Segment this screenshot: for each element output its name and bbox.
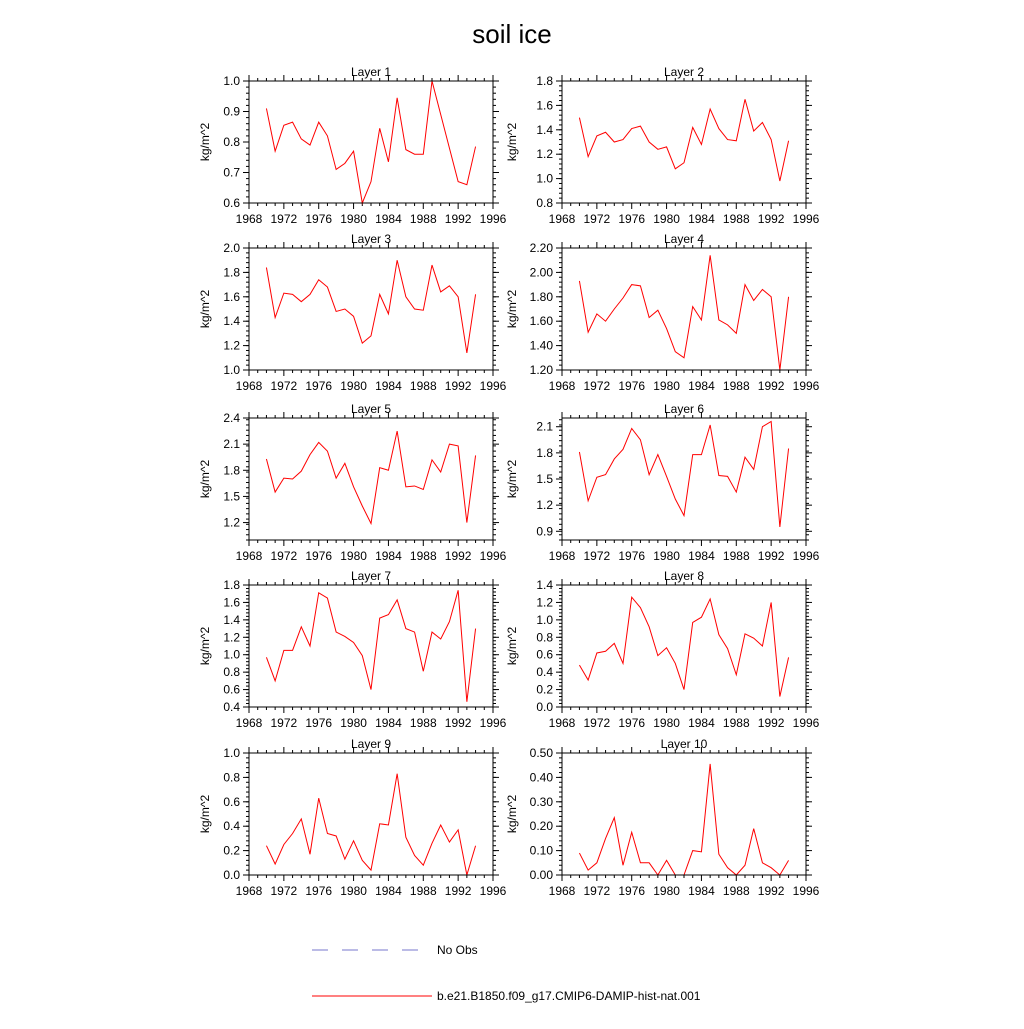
panel-7-series-line — [266, 590, 475, 702]
panel-9 — [198, 737, 507, 898]
panel-7-title: Layer 7 — [350, 569, 392, 583]
panel-2-x-tick-label: 1996 — [792, 212, 820, 226]
panel-7-y-tick-label: 1.4 — [223, 612, 240, 627]
panel-2-title: Layer 2 — [663, 65, 705, 79]
panel-3-x-tick-label: 1992 — [444, 379, 472, 393]
panel-5-y-axis-label: kg/m^2 — [198, 459, 212, 499]
panel-4-y-axis-label: kg/m^2 — [505, 289, 519, 329]
panel-10-y-tick-label: 0.10 — [529, 843, 553, 858]
panel-1-y-tick-label: 0.8 — [223, 135, 240, 149]
panel-3-x-tick-label: 1984 — [375, 379, 402, 393]
panel-6 — [505, 402, 820, 563]
panel-1-frame — [249, 81, 493, 203]
panel-2-y-tick-label: 1.2 — [536, 147, 553, 162]
panel-7-y-tick-label: 0.6 — [223, 682, 240, 697]
panel-8-y-tick-label: 1.4 — [536, 578, 553, 592]
panel-5-x-tick-label: 1972 — [270, 549, 298, 563]
figure-title: soil ice — [472, 19, 552, 49]
panel-8-y-tick-label: 0.2 — [536, 682, 553, 697]
panel-3 — [198, 232, 507, 393]
panel-3-x-tick-label: 1980 — [340, 379, 367, 393]
panel-6-y-tick-label: 1.5 — [536, 472, 553, 486]
panel-8-x-tick-label: 1972 — [583, 716, 611, 730]
panel-8-x-tick-label: 1992 — [757, 716, 785, 730]
panel-6-y-tick-label: 1.2 — [536, 498, 553, 513]
panel-3-y-tick-label: 1.8 — [223, 265, 240, 280]
panel-1-y-axis-label: kg/m^2 — [198, 122, 212, 162]
panel-6-x-tick-label: 1972 — [583, 549, 611, 563]
panel-2-y-tick-label: 1.4 — [536, 122, 553, 137]
panel-4-y-tick-label: 1.40 — [529, 338, 553, 353]
panel-4-y-tick-label: 1.60 — [529, 314, 553, 329]
panel-1 — [198, 65, 507, 226]
panel-9-frame — [249, 753, 493, 875]
panel-10-x-tick-label: 1988 — [722, 884, 750, 898]
panel-9-x-tick-label: 1988 — [409, 884, 437, 898]
panel-2-x-tick-label: 1988 — [722, 212, 750, 226]
panel-9-title: Layer 9 — [350, 737, 392, 751]
panel-6-y-axis-label: kg/m^2 — [505, 459, 519, 499]
panel-7-x-tick-label: 1992 — [444, 716, 472, 730]
panel-8-x-tick-label: 1968 — [548, 716, 576, 730]
panel-2-y-tick-label: 1.6 — [536, 98, 553, 113]
legend — [312, 943, 701, 1003]
panel-9-series-line — [266, 774, 475, 875]
panel-7-x-tick-label: 1972 — [270, 716, 298, 730]
panel-5-x-tick-label: 1988 — [409, 549, 437, 563]
panel-4-x-tick-label: 1972 — [583, 379, 611, 393]
panel-2-frame — [562, 81, 806, 203]
panel-2-x-tick-label: 1984 — [688, 212, 715, 226]
panel-6-series-line — [579, 421, 788, 526]
panel-3-x-tick-label: 1968 — [235, 379, 263, 393]
panel-9-y-tick-label: 1.0 — [223, 746, 240, 760]
panel-2-x-tick-label: 1968 — [548, 212, 576, 226]
panel-8-x-tick-label: 1988 — [722, 716, 750, 730]
panel-9-x-tick-label: 1984 — [375, 884, 402, 898]
panel-5-y-tick-label: 1.5 — [223, 489, 240, 504]
panel-5-x-tick-label: 1968 — [235, 549, 263, 563]
panel-2-y-tick-label: 1.0 — [536, 171, 553, 186]
panel-10-x-tick-label: 1992 — [757, 884, 785, 898]
legend-label-model: b.e21.B1850.f09_g17.CMIP6-DAMIP-hist-nat.001 — [437, 989, 701, 1003]
panel-7-y-tick-label: 1.8 — [223, 578, 240, 592]
panel-10 — [505, 737, 820, 898]
panel-10-y-tick-label: 0.00 — [529, 868, 553, 882]
panel-3-title: Layer 3 — [350, 232, 392, 246]
panel-2-x-tick-label: 1992 — [757, 212, 785, 226]
panel-10-x-tick-label: 1984 — [688, 884, 715, 898]
panel-6-y-tick-label: 2.1 — [536, 419, 553, 434]
panel-5-series-line — [266, 431, 475, 523]
panel-10-x-tick-label: 1980 — [653, 884, 680, 898]
panel-9-y-tick-label: 0.2 — [223, 843, 240, 858]
panel-5-x-tick-label: 1976 — [305, 549, 333, 563]
panel-3-y-tick-label: 2.0 — [223, 241, 240, 255]
panel-4-title: Layer 4 — [663, 232, 705, 246]
panel-7 — [198, 569, 507, 730]
panel-6-x-tick-label: 1992 — [757, 549, 785, 563]
panel-2-x-tick-label: 1976 — [618, 212, 646, 226]
panel-2-y-tick-label: 1.8 — [536, 74, 553, 88]
panel-5-y-tick-label: 1.2 — [223, 515, 240, 530]
panel-10-x-tick-label: 1976 — [618, 884, 646, 898]
panel-1-x-tick-label: 1996 — [479, 212, 507, 226]
panel-3-x-tick-label: 1988 — [409, 379, 437, 393]
panel-10-series-line — [579, 764, 788, 875]
panel-9-x-tick-label: 1980 — [340, 884, 367, 898]
panel-7-y-tick-label: 0.8 — [223, 665, 240, 680]
panel-8-x-tick-label: 1980 — [653, 716, 680, 730]
panel-6-x-tick-label: 1976 — [618, 549, 646, 563]
panel-5-x-tick-label: 1980 — [340, 549, 367, 563]
panel-10-y-tick-label: 0.40 — [529, 770, 553, 785]
panel-4-x-tick-label: 1992 — [757, 379, 785, 393]
panel-8-x-tick-label: 1976 — [618, 716, 646, 730]
panel-5-x-tick-label: 1996 — [479, 549, 507, 563]
panel-8-title: Layer 8 — [663, 569, 705, 583]
panel-10-y-axis-label: kg/m^2 — [505, 794, 519, 834]
panel-2-series-line — [579, 99, 788, 181]
legend-label-no-obs: No Obs — [437, 943, 478, 957]
panel-5-title: Layer 5 — [350, 402, 392, 416]
panel-4-x-tick-label: 1976 — [618, 379, 646, 393]
panel-8-y-tick-label: 1.2 — [536, 595, 553, 610]
panel-5-y-tick-label: 2.1 — [223, 437, 240, 452]
panel-3-y-tick-label: 1.6 — [223, 289, 240, 304]
panel-10-x-tick-label: 1996 — [792, 884, 820, 898]
panel-4-y-tick-label: 1.20 — [529, 363, 553, 377]
panel-7-x-tick-label: 1996 — [479, 716, 507, 730]
panel-9-x-tick-label: 1976 — [305, 884, 333, 898]
panel-2-y-tick-label: 0.8 — [536, 196, 553, 210]
panel-8-y-tick-label: 0.6 — [536, 647, 553, 662]
panel-2-x-tick-label: 1972 — [583, 212, 611, 226]
panel-5 — [198, 402, 507, 563]
panel-9-x-tick-label: 1996 — [479, 884, 507, 898]
panel-6-frame — [562, 418, 806, 540]
panel-1-x-tick-label: 1980 — [340, 212, 367, 226]
panel-1-y-tick-label: 1.0 — [223, 74, 240, 88]
panel-2-x-tick-label: 1980 — [653, 212, 680, 226]
panel-8-y-tick-label: 0.8 — [536, 630, 553, 645]
panel-1-x-tick-label: 1988 — [409, 212, 437, 226]
panel-1-series-line — [266, 81, 475, 203]
panel-4-y-tick-label: 2.20 — [529, 241, 553, 255]
panel-3-y-tick-label: 1.2 — [223, 338, 240, 353]
panel-10-y-tick-label: 0.30 — [529, 794, 553, 809]
panel-1-y-tick-label: 0.9 — [223, 104, 240, 119]
panel-10-y-tick-label: 0.50 — [529, 746, 553, 760]
panel-10-x-tick-label: 1972 — [583, 884, 611, 898]
panel-1-x-tick-label: 1992 — [444, 212, 472, 226]
panel-6-x-tick-label: 1988 — [722, 549, 750, 563]
panel-9-y-tick-label: 0.4 — [223, 819, 240, 834]
panel-8-x-tick-label: 1996 — [792, 716, 820, 730]
panel-5-x-tick-label: 1992 — [444, 549, 472, 563]
panel-9-y-tick-label: 0.8 — [223, 770, 240, 785]
panel-6-title: Layer 6 — [663, 402, 705, 416]
panel-9-x-tick-label: 1972 — [270, 884, 298, 898]
panel-8-y-tick-label: 0.0 — [536, 700, 553, 714]
panel-7-y-tick-label: 1.0 — [223, 647, 240, 662]
panel-3-x-tick-label: 1976 — [305, 379, 333, 393]
panel-4-x-tick-label: 1988 — [722, 379, 750, 393]
panel-2-y-axis-label: kg/m^2 — [505, 122, 519, 162]
panel-9-x-tick-label: 1968 — [235, 884, 263, 898]
panel-8-series-line — [579, 597, 788, 696]
panel-1-y-tick-label: 0.7 — [223, 165, 240, 180]
panel-5-y-tick-label: 2.4 — [223, 411, 240, 425]
panel-4-x-tick-label: 1984 — [688, 379, 715, 393]
panel-5-x-tick-label: 1984 — [375, 549, 402, 563]
panel-8-y-axis-label: kg/m^2 — [505, 626, 519, 666]
panel-3-frame — [249, 248, 493, 370]
panel-8 — [505, 569, 820, 730]
panel-3-series-line — [266, 260, 475, 353]
panel-7-x-tick-label: 1980 — [340, 716, 367, 730]
panel-4-series-line — [579, 255, 788, 370]
panel-7-x-tick-label: 1968 — [235, 716, 263, 730]
panel-9-x-tick-label: 1992 — [444, 884, 472, 898]
panel-1-x-tick-label: 1984 — [375, 212, 402, 226]
panel-8-y-tick-label: 0.4 — [536, 665, 553, 680]
panel-10-x-tick-label: 1968 — [548, 884, 576, 898]
panel-10-y-tick-label: 0.20 — [529, 819, 553, 834]
panel-2 — [505, 65, 820, 226]
panel-9-y-tick-label: 0.0 — [223, 868, 240, 882]
panel-6-y-tick-label: 1.8 — [536, 445, 553, 460]
panel-1-title: Layer 1 — [350, 65, 392, 79]
panel-8-x-tick-label: 1984 — [688, 716, 715, 730]
panel-3-y-tick-label: 1.0 — [223, 363, 240, 377]
panel-7-x-tick-label: 1984 — [375, 716, 402, 730]
panel-9-y-tick-label: 0.6 — [223, 794, 240, 809]
panel-8-y-tick-label: 1.0 — [536, 612, 553, 627]
panel-1-x-tick-label: 1972 — [270, 212, 298, 226]
panel-6-x-tick-label: 1984 — [688, 549, 715, 563]
panel-6-y-tick-label: 0.9 — [536, 524, 553, 539]
panel-4-y-tick-label: 2.00 — [529, 265, 553, 280]
panel-4-x-tick-label: 1968 — [548, 379, 576, 393]
panel-1-x-tick-label: 1976 — [305, 212, 333, 226]
panel-7-x-tick-label: 1976 — [305, 716, 333, 730]
panel-7-y-tick-label: 1.6 — [223, 595, 240, 610]
panel-1-x-tick-label: 1968 — [235, 212, 263, 226]
panel-10-title: Layer 10 — [660, 737, 708, 751]
panel-4-x-tick-label: 1980 — [653, 379, 680, 393]
panel-3-y-axis-label: kg/m^2 — [198, 289, 212, 329]
panel-4 — [505, 232, 820, 393]
panel-6-x-tick-label: 1980 — [653, 549, 680, 563]
panel-6-x-tick-label: 1968 — [548, 549, 576, 563]
panel-6-x-tick-label: 1996 — [792, 549, 820, 563]
panel-9-y-axis-label: kg/m^2 — [198, 794, 212, 834]
panel-5-y-tick-label: 1.8 — [223, 463, 240, 478]
panel-7-y-axis-label: kg/m^2 — [198, 626, 212, 666]
panel-4-y-tick-label: 1.80 — [529, 289, 553, 304]
panel-7-x-tick-label: 1988 — [409, 716, 437, 730]
panel-3-x-tick-label: 1972 — [270, 379, 298, 393]
panel-4-frame — [562, 248, 806, 370]
panel-4-x-tick-label: 1996 — [792, 379, 820, 393]
panel-1-y-tick-label: 0.6 — [223, 196, 240, 210]
panel-7-y-tick-label: 1.2 — [223, 630, 240, 645]
panel-7-y-tick-label: 0.4 — [223, 700, 240, 714]
panel-3-y-tick-label: 1.4 — [223, 314, 240, 329]
panel-3-x-tick-label: 1996 — [479, 379, 507, 393]
